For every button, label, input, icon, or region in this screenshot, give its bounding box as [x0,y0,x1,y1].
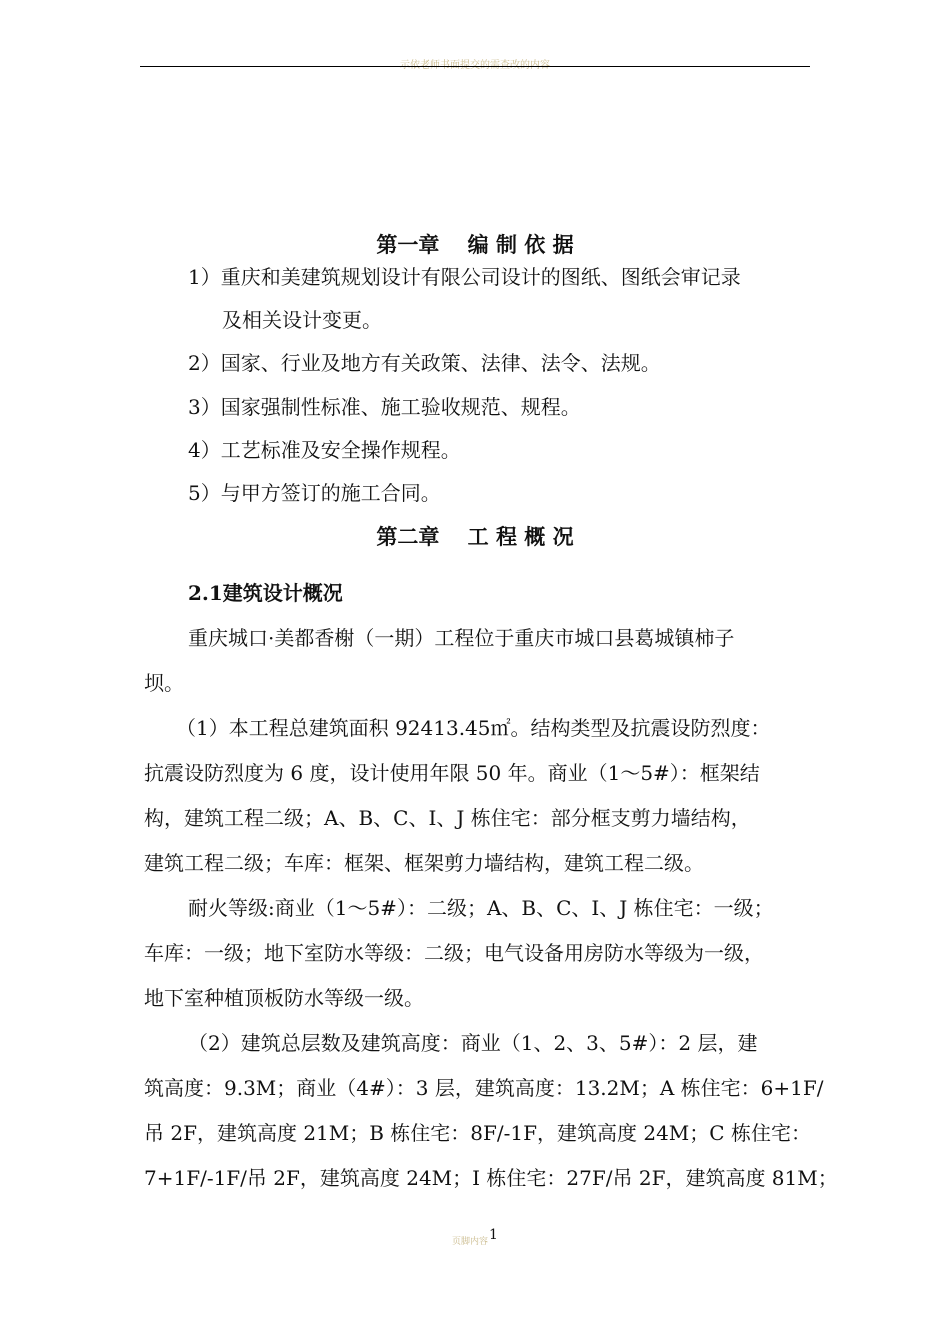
list-item-2: 2）国家、行业及地方有关政策、法律、法令、法规。 [188,351,661,375]
body-line-2: 坝。 [144,671,184,695]
body-line-5: 构，建筑工程二级；A、B、C、I、J 栋住宅：部分框支剪力墙结构， [144,806,751,830]
body-line-13: 7+1F/-1F/吊 2F，建筑高度 24M；I 栋住宅：27F/吊 2F，建筑高度 81M； [144,1166,838,1190]
body-line-11: 筑高度：9.3M；商业（4#）：3 层，建筑高度：13.2M；A 栋住宅：6+1F/ [144,1076,824,1100]
list-item-1: 1）重庆和美建筑规划设计有限公司设计的图纸、图纸会审记录 [188,265,741,289]
header-rule [140,66,810,67]
header-note: 示依老师书面提交的需查改的内容 [400,60,550,71]
list-item-4: 4）工艺标准及安全操作规程。 [188,438,461,462]
body-line-4: 抗震设防烈度为 6 度，设计使用年限 50 年。商业（1～5#）：框架结 [144,761,760,785]
body-line-1: 重庆城口·美都香榭（一期）工程位于重庆市城口县葛城镇柿子 [188,626,735,650]
chapter2-heading: 第二章 工 程 概 况 [376,524,574,549]
body-line-9: 地下室种植顶板防水等级一级。 [144,986,424,1010]
list-item-1-continued: 及相关设计变更。 [222,308,382,332]
section-title: 2.1建筑设计概况 [188,581,343,605]
body-line-3: （1）本工程总建筑面积 92413.45㎡。结构类型及抗震设防烈度： [176,716,771,740]
chapter1-heading: 第一章 编 制 依 据 [376,232,574,257]
body-line-6: 建筑工程二级；车库：框架、框架剪力墙结构，建筑工程二级。 [144,851,704,875]
body-line-12: 吊 2F，建筑高度 21M；B 栋住宅：8F/-1F，建筑高度 24M；C 栋住宅： [144,1121,811,1145]
list-item-3: 3）国家强制性标准、施工验收规范、规程。 [188,395,581,419]
page-number: 1 [489,1227,498,1243]
footer [0,1228,950,1249]
body-line-8: 车库：一级；地下室防水等级：二级；电气设备用房防水等级为一级， [144,941,764,965]
list-item-5: 5）与甲方签订的施工合同。 [188,481,441,505]
body-line-7: 耐火等级:商业（1～5#）：二级；A、B、C、I、J 栋住宅：一级； [188,896,774,920]
body-line-10: （2）建筑总层数及建筑高度：商业（1、2、3、5#）：2 层，建 [188,1031,758,1055]
footer-label: 页脚内容 [452,1237,489,1247]
